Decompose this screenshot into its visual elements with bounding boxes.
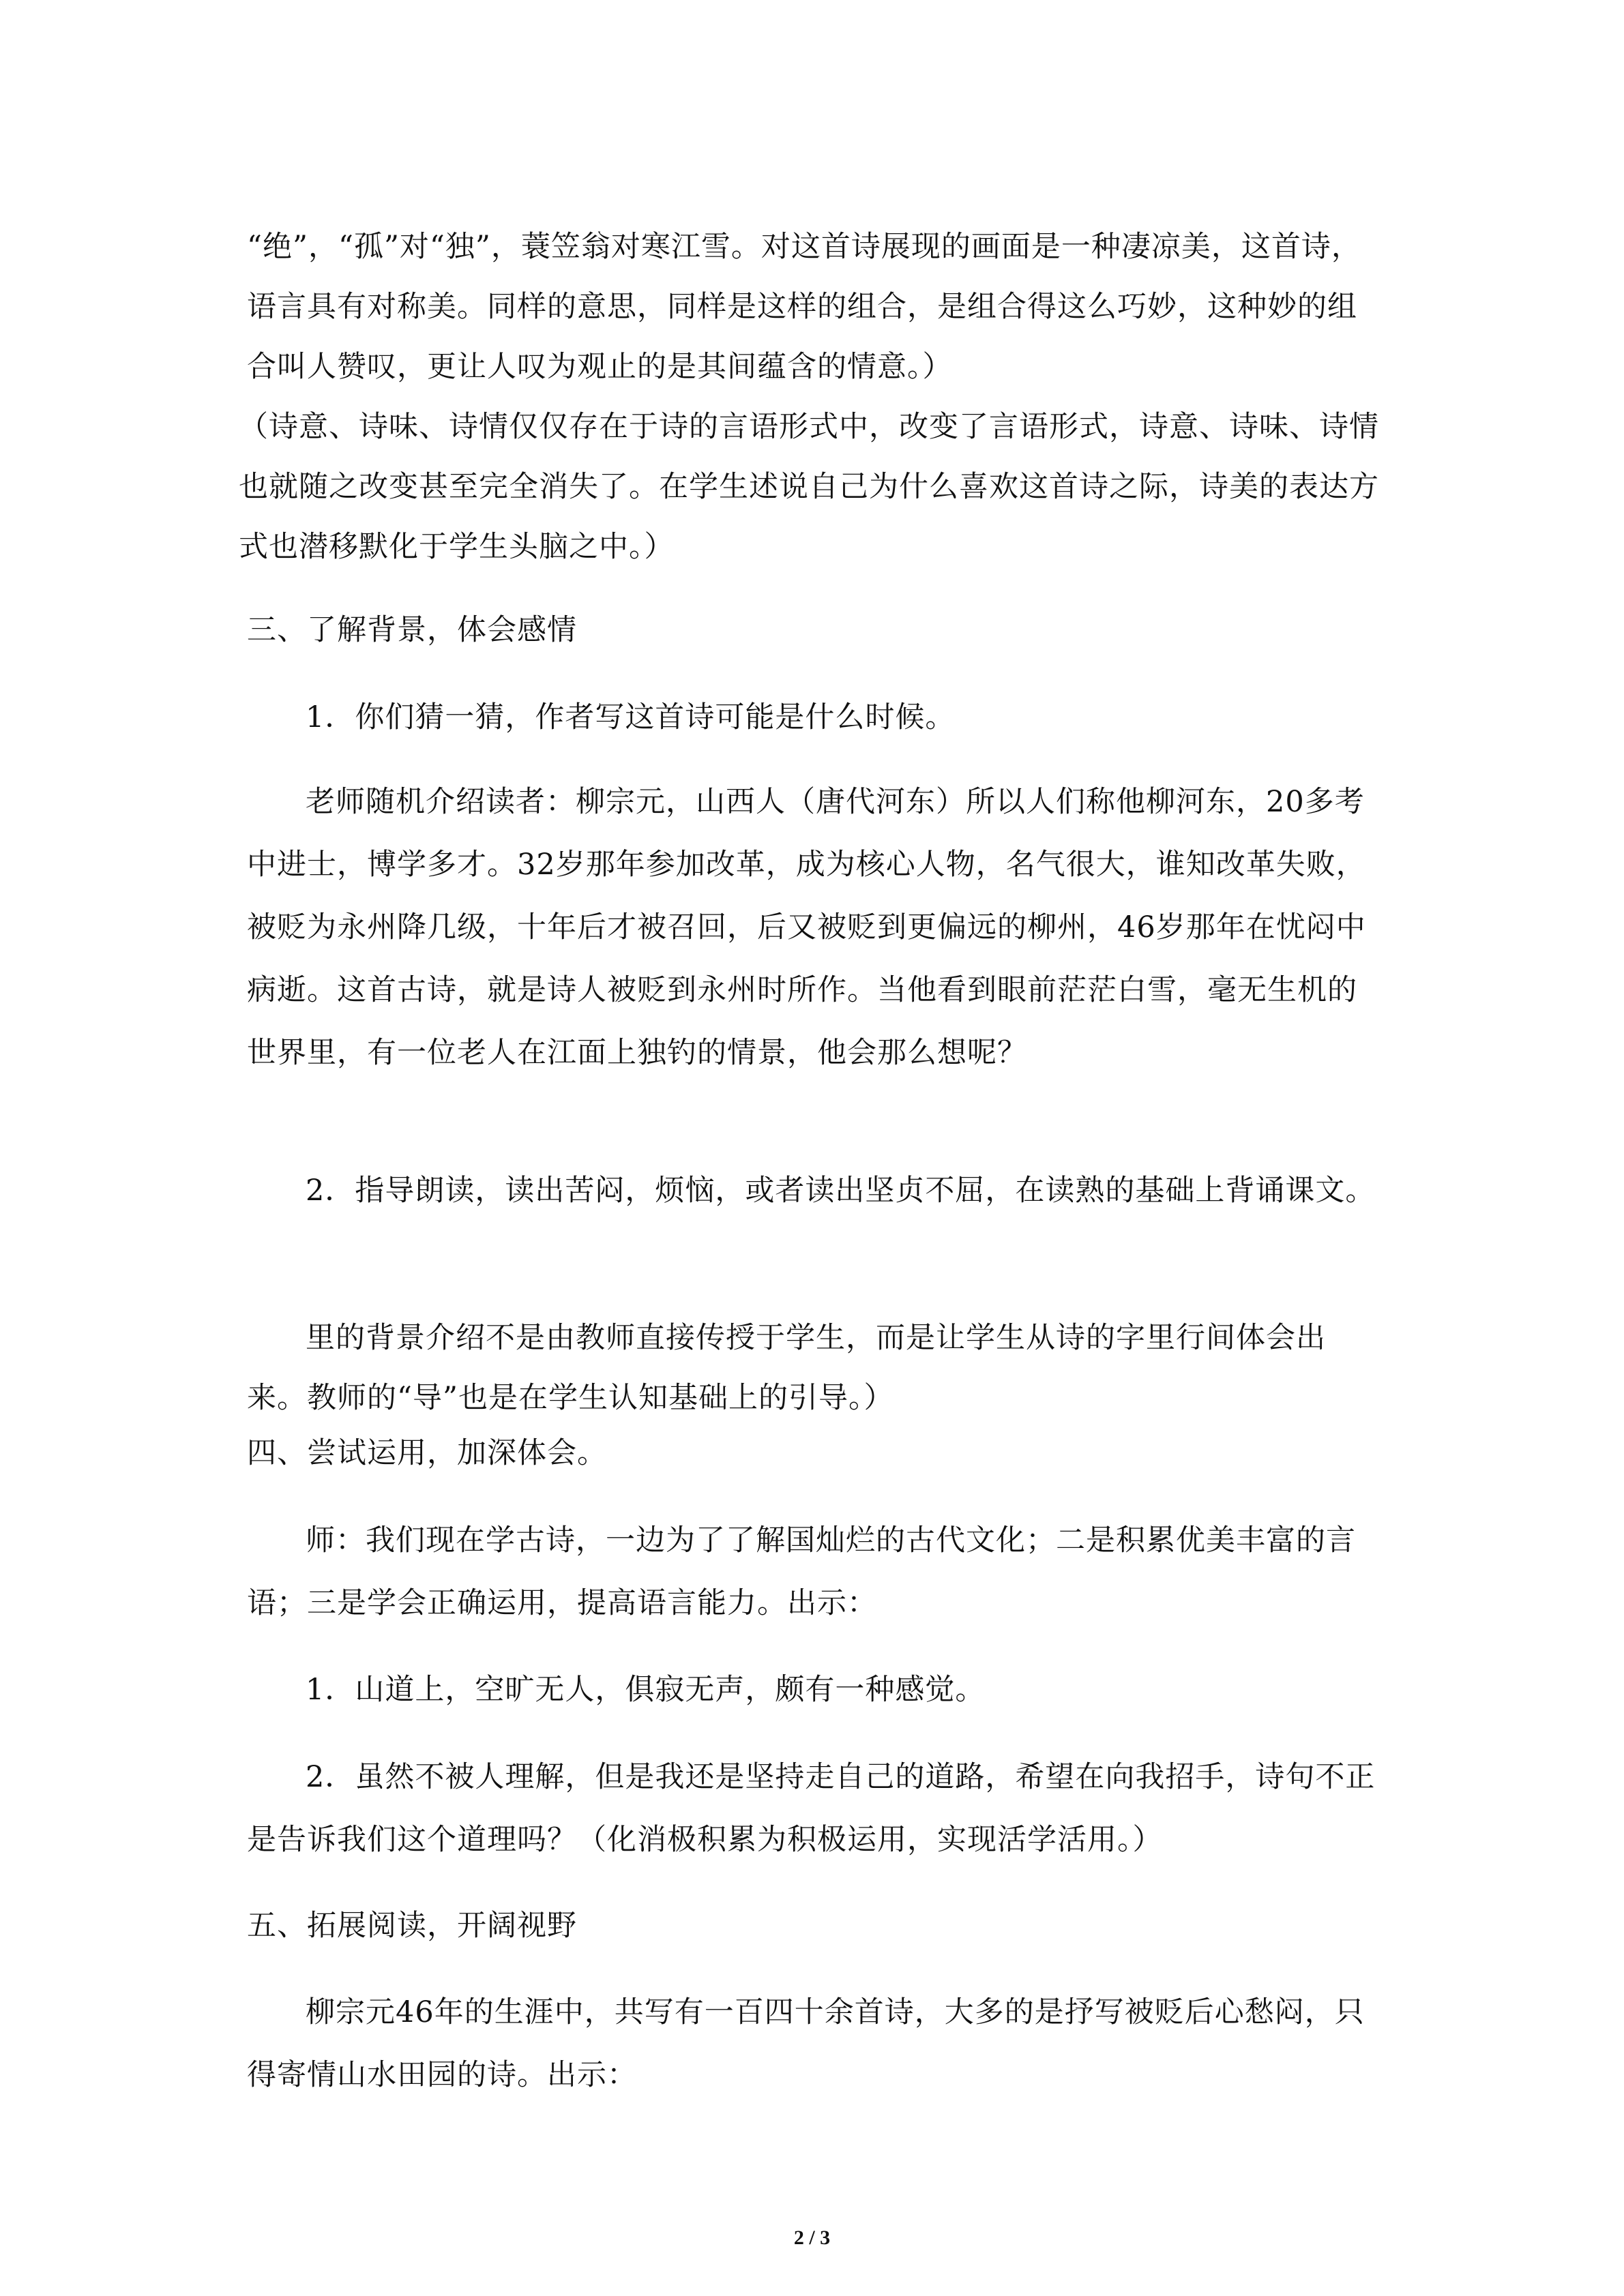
paragraph-poem-note: （诗意、诗味、诗情仅仅存在于诗的言语形式中，改变了言语形式，诗意、诗味、诗情也就随之改变甚至完全消失了。在学生述说自己为什么喜欢这首诗之际，诗美的表达方式也潜移默化于学生头脑之中。） bbox=[239, 410, 1379, 564]
section-heading-3: 三、了解背景，体会感情 bbox=[247, 613, 577, 647]
section-heading-4: 四、尝试运用，加深体会。 bbox=[247, 1436, 607, 1470]
paragraph-exercise-1: 1．山道上，空旷无人，俱寂无声，颇有一种感觉。 bbox=[306, 1673, 986, 1707]
paragraph-exercise-2: 2．虽然不被人理解，但是我还是坚持走自己的道路，希望在向我招手，诗句不正是告诉我们这个道理吗？（化消极积累为积极运用，实现活学活用。） bbox=[247, 1760, 1376, 1857]
paragraph-teacher-intro: 师：我们现在学古诗，一边为了了解国灿烂的古代文化；二是积累优美丰富的言语；三是学会正确运用，提高语言能力。出示： bbox=[247, 1523, 1356, 1620]
page-number: 2 / 3 bbox=[793, 2226, 831, 2249]
paragraph-extended-reading: 柳宗元46年的生涯中，共写有一百四十余首诗，大多的是抒写被贬后心愁闷，只得寄情山水田园的诗。出示： bbox=[247, 1995, 1365, 2092]
section-heading-5: 五、拓展阅读，开阔视野 bbox=[247, 1909, 577, 1943]
paragraph-author-background: 老师随机介绍读者：柳宗元，山西人（唐代河东）所以人们称他柳河东，20多考中进士，博学多才。32岁那年参加改革，成为核心人物，名气很大，谁知改革失败，被贬为永州降几级，十年后才被召回，后又被贬到更偏远的柳州，46岁那年在忧闷中病逝。这首古诗，就是诗人被贬到永州时所作。当他看到眼前茫茫白雪，毫无生机的世界里，有一位老人在江面上独钓的情景，他会那么想呢？ bbox=[247, 785, 1366, 1070]
paragraph-reading-guide: 2．指导朗读，读出苦闷，烦恼，或者读出坚贞不屈，在读熟的基础上背诵课文。 bbox=[306, 1174, 1376, 1208]
paragraph-background-note: 里的背景介绍不是由教师直接传授于学生，而是让学生从诗的字里行间体会出来。教师的“导”也是在学生认知基础上的引导。） bbox=[247, 1321, 1326, 1415]
paragraph-guess-time: 1．你们猜一猜，作者写这首诗可能是什么时候。 bbox=[306, 700, 956, 734]
paragraph-poem-analysis: “绝”，“孤”对“独”，蓑笠翁对寒江雪。对这首诗展现的画面是一种凄凉美，这首诗，语言具有对称美。同样的意思，同样是这样的组合，是组合得这么巧妙，这种妙的组合叫人赞叹，更让人叹为观止的是其间蕴含的情意。） bbox=[247, 230, 1361, 384]
